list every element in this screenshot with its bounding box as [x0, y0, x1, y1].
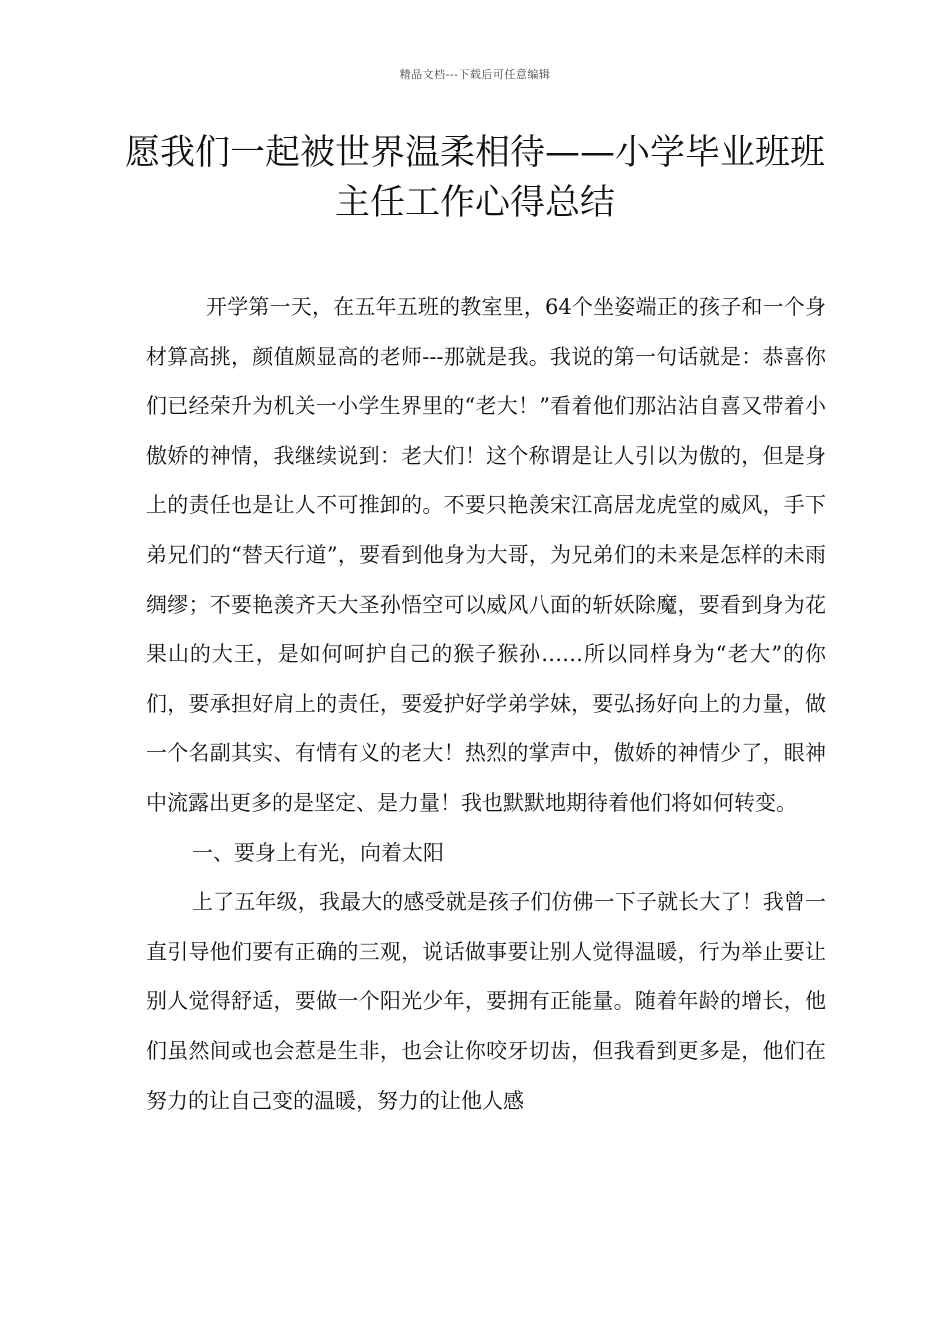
document-title: 愿我们一起被世界温柔相待——小学毕业班班主任工作心得总结 [124, 133, 825, 223]
document-body [146, 283, 826, 1126]
body-paragraph: 上了五年级，我最大的感受就是孩子们仿佛一下子就长大了！我曾一直引导他们要有正确的三观，说话做事要让别人觉得温暖，行为举止要让别人觉得舒适，要做一个阳光少年，要拥有正能量。随着年龄的增长，他们虽然间或也会惹是生非，也会让你咬牙切齿，但我看到更多是，他们在努力的让自己变的温暖，努力的让他人感 [146, 890, 826, 1113]
body-paragraph: 开学第一天，在五年五班的教室里，64个坐姿端正的孩子和一个身材算高挑，颜值颇显高的老师---那就是我。我说的第一句话就是：恭喜你们已经荣升为机关一小学生界里的“老大！”看着他们那沾沾自喜又带着小傲娇的神情，我继续说到：老大们！这个称谓是让人引以为傲的，但是身上的责任也是让人不可推卸的。不要只艳羡宋江高居龙虎堂的威风，手下弟兄们的“替天行道”，要看到他身为大哥，为兄弟们的未来是怎样的未雨绸缪；不要艳羡齐天大圣孙悟空可以威风八面的斩妖除魔，要看到身为花果山的大王，是如何呵护自己的猴子猴孙……所以同样身为“老大”的你们，要承担好肩上的责任，要爱护好学弟学妹，要弘扬好向上的力量，做一个名副其实、有情有义的老大！热烈的掌声中，傲娇的神情少了，眼神中流露出更多的是坚定、是力量！我也默默地期待着他们将如何转变。 [146, 295, 826, 815]
header-note: 精品文档---下载后可任意编辑 [399, 68, 551, 81]
section-heading: 一、要身上有光，向着太阳 [192, 840, 444, 865]
